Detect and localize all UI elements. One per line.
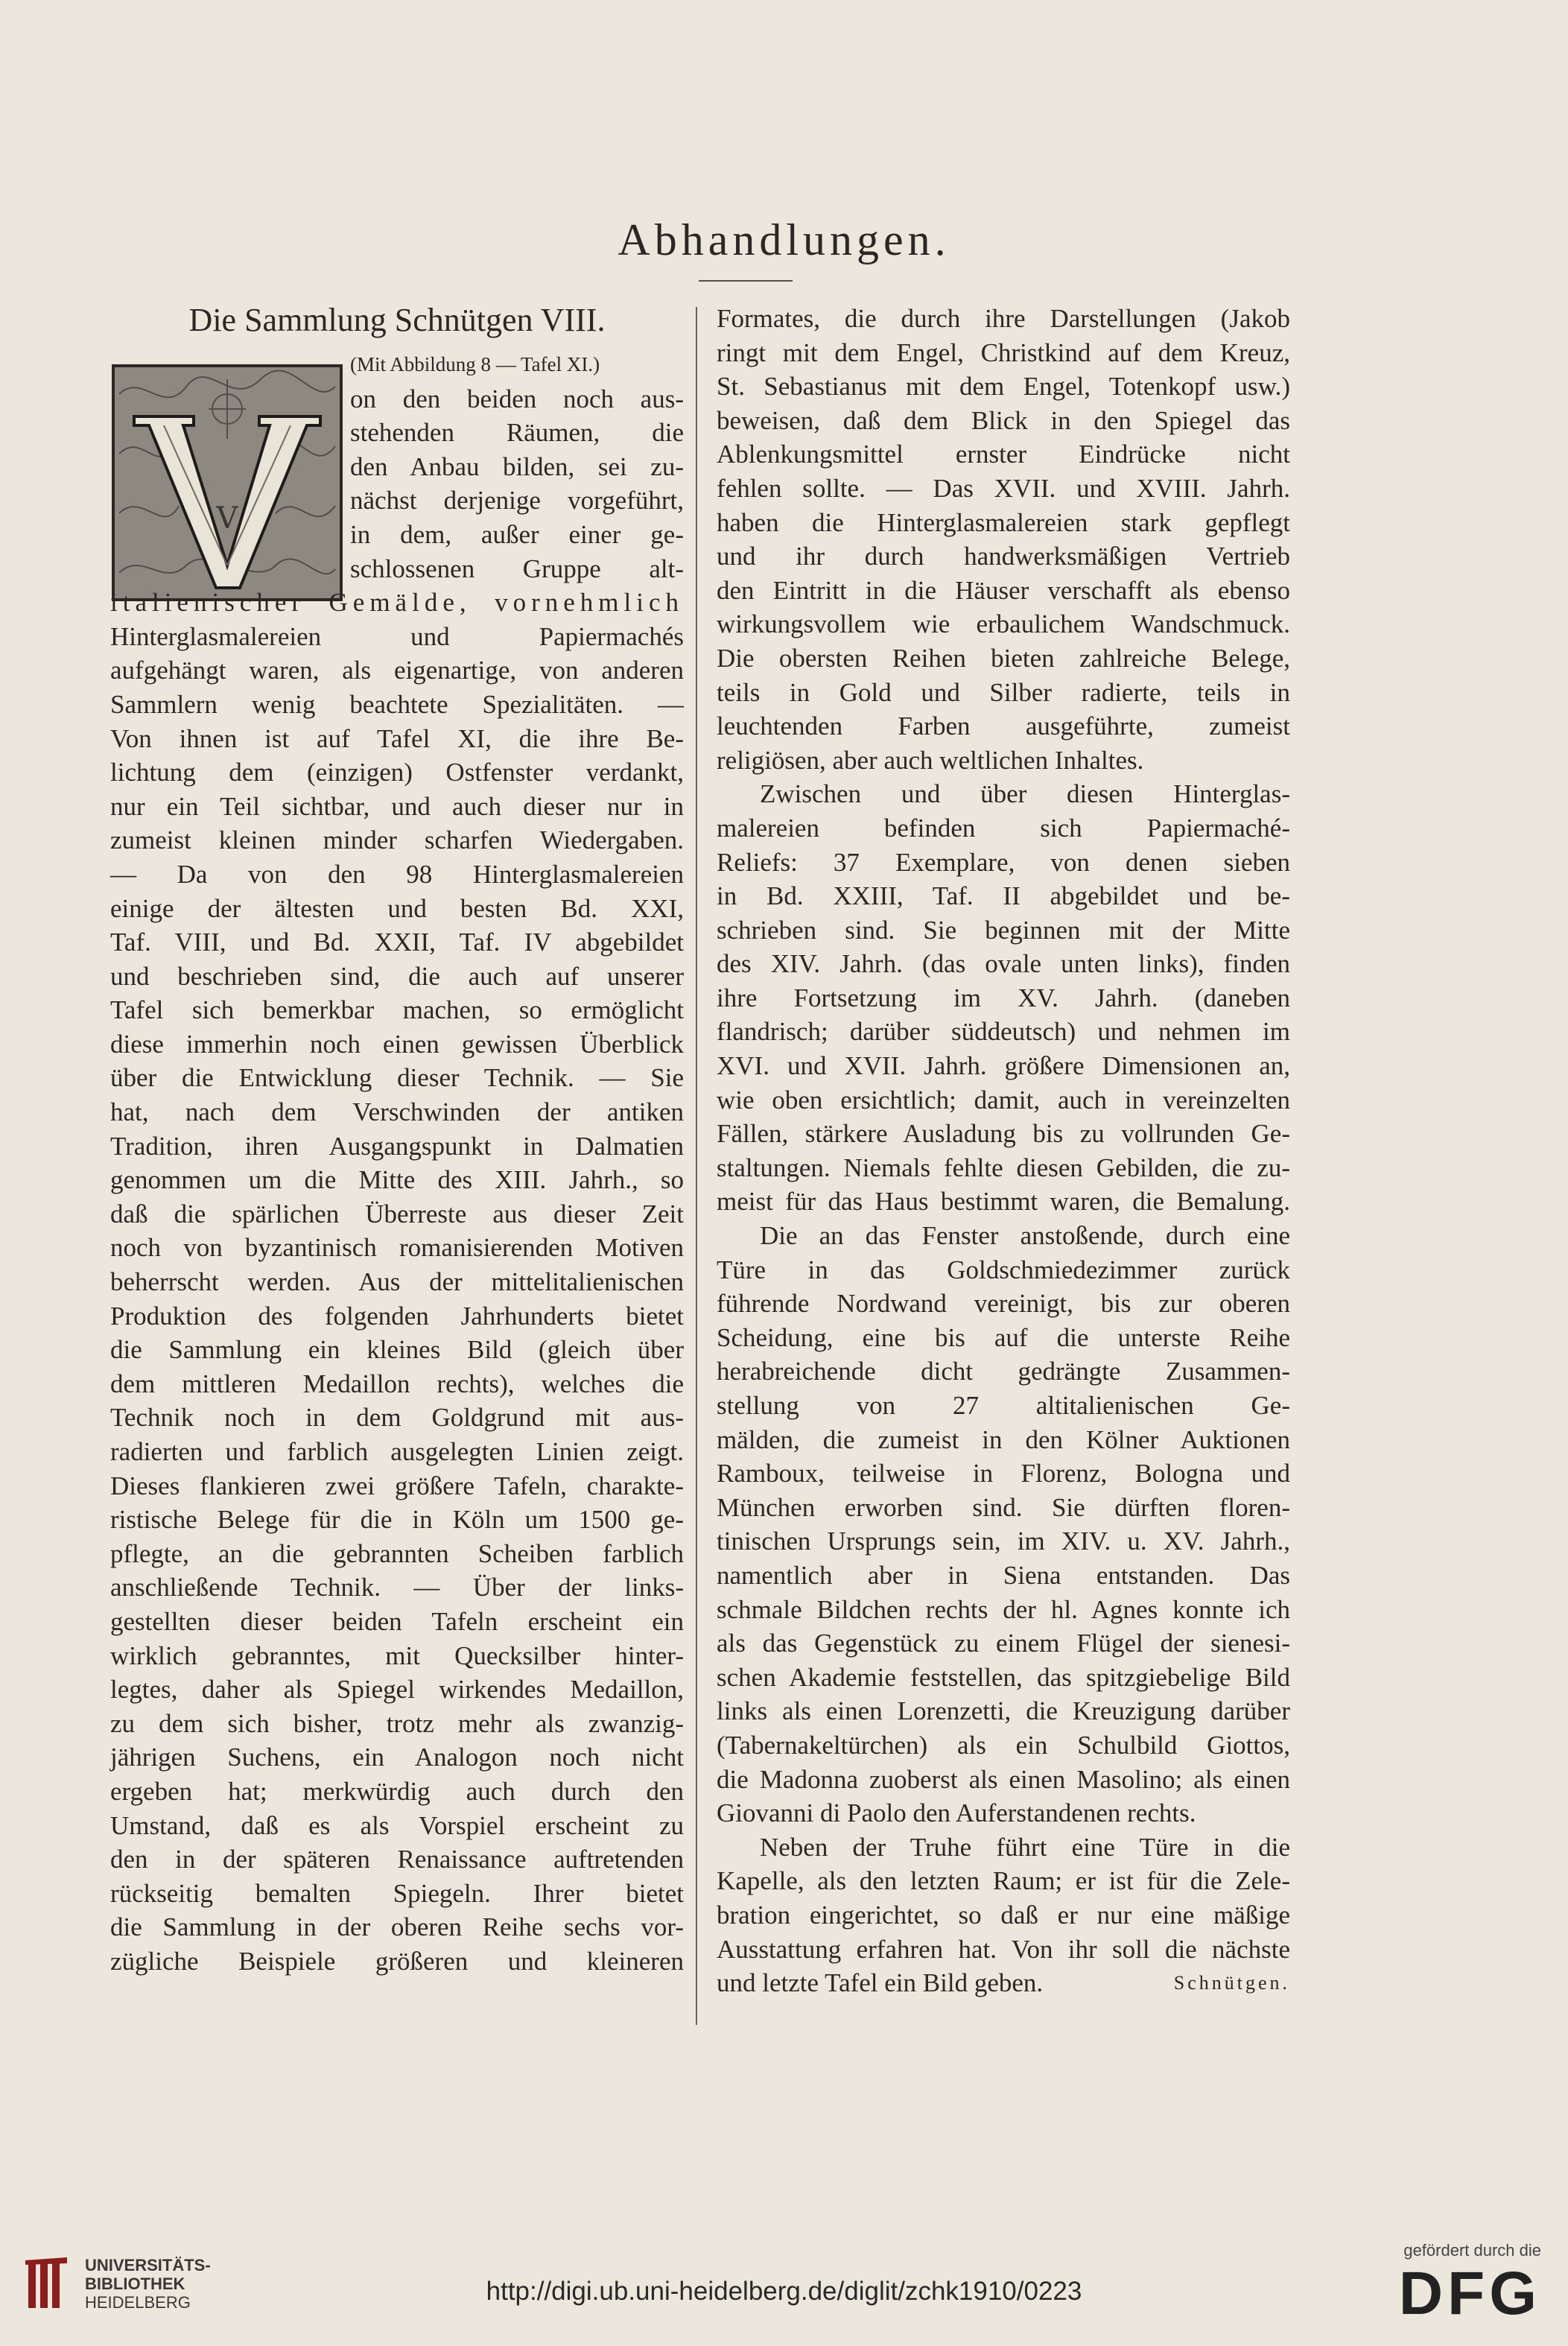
text-line: Türe in das Goldschmiedezimmer zurück bbox=[717, 1255, 1290, 1284]
text-line: bration eingerichtet, so daß er nur eine mäßige bbox=[717, 1900, 1290, 1930]
text-line: beweisen, daß dem Blick in den Spiegel das bbox=[717, 405, 1290, 435]
text-line: fehlen sollte. — Das XVII. und XVIII. Jahrh. bbox=[717, 473, 1290, 503]
text-line: XVI. und XVII. Jahrh. größere Dimensionen an, bbox=[717, 1051, 1290, 1081]
text-line: schen Akademie feststellen, das spitzgiebelige Bild bbox=[717, 1662, 1290, 1692]
text-line: Ablenkungsmittel ernster Eindrücke nicht bbox=[717, 440, 1290, 469]
text-line: leuchtenden Farben ausgeführte, zumeist bbox=[717, 711, 1290, 741]
left-column bbox=[110, 302, 684, 1979]
text-line: als das Gegenstück zu einem Flügel der sienesi- bbox=[717, 1629, 1290, 1658]
text-line: Taf. VIII, und Bd. XXII, Taf. IV abgebildet bbox=[110, 928, 684, 957]
text-line: Die obersten Reihen bieten zahlreiche Belege, bbox=[717, 643, 1290, 673]
footer bbox=[0, 2228, 1568, 2346]
text-line: noch von byzantinisch romanisierenden Motiven bbox=[110, 1233, 684, 1263]
text-line: pflegte, an die gebrannten Scheiben farblich bbox=[110, 1538, 684, 1568]
text-line: Neben der Truhe führt eine Türe in die bbox=[760, 1832, 1290, 1862]
text-line: führende Nordwand vereinigt, bis zur oberen bbox=[717, 1289, 1290, 1319]
right-column bbox=[717, 302, 1290, 2000]
text-line: Hinterglasmalereien und Papiermachés bbox=[110, 621, 684, 651]
text-line: Kapelle, als den letzten Raum; er ist für die Zele- bbox=[717, 1866, 1290, 1896]
text-line: haben die Hinterglasmalereien stark gepflegt bbox=[717, 507, 1290, 537]
text-line: dem mittleren Medaillon rechts), welches die bbox=[110, 1369, 684, 1398]
text-line: stellung von 27 altitalienischen Ge- bbox=[717, 1391, 1290, 1420]
text-line: den Anbau bilden, sei zu- bbox=[350, 451, 684, 481]
text-line: Tafel sich bemerkbar machen, so ermöglicht bbox=[110, 995, 684, 1025]
article-title: Die Sammlung Schnütgen VIII. bbox=[188, 302, 606, 338]
text-line: den in der späteren Renaissance auftretenden bbox=[110, 1845, 684, 1874]
text-line: flandrisch; darüber süddeutsch) und nehmen im bbox=[717, 1017, 1290, 1047]
text-line: schrieben sind. Sie beginnen mit der Mitte bbox=[717, 915, 1290, 945]
text-line: zumeist kleinen minder scharfen Wiedergaben. bbox=[110, 825, 684, 855]
text-line: on den beiden noch aus- bbox=[350, 384, 684, 413]
text-line: Von ihnen ist auf Tafel XI, die ihre Be- bbox=[110, 723, 684, 753]
text-line: nur ein Teil sichtbar, und auch dieser nur in bbox=[110, 791, 684, 821]
text-line: Giovanni di Paolo den Auferstandenen rechts. bbox=[717, 1798, 1196, 1828]
text-line: Fällen, stärkere Ausladung bis zu vollrunden Ge- bbox=[717, 1119, 1290, 1149]
text-line: Dieses flankieren zwei größere Tafeln, charakte- bbox=[110, 1471, 684, 1500]
text-line: die Sammlung in der oberen Reihe sechs vor- bbox=[110, 1912, 684, 1942]
library-name-line-2: BIBLIOTHEK bbox=[85, 2274, 185, 2293]
text-line: radierten und farblich ausgelegten Linien zeigt. bbox=[110, 1437, 684, 1466]
text-line: hat, nach dem Verschwinden der antiken bbox=[110, 1097, 684, 1127]
text-line: lichtung dem (einzigen) Ostfenster verdankt, bbox=[110, 758, 684, 787]
text-line: rückseitig bemalten Spiegeln. Ihrer bietet bbox=[110, 1878, 684, 1908]
funder-logo[interactable] bbox=[1370, 2241, 1541, 2338]
text-line: schmale Bildchen rechts der hl. Agnes konnte ich bbox=[717, 1594, 1290, 1624]
text-line: Produktion des folgenden Jahrhunderts bietet bbox=[110, 1301, 684, 1331]
text-line: nächst derjenige vorgeführt, bbox=[350, 486, 684, 516]
text-line: herabreichende dicht gedrängte Zusammen- bbox=[717, 1357, 1290, 1386]
text-line: Ramboux, teilweise in Florenz, Bologna und bbox=[717, 1459, 1290, 1489]
title-rule bbox=[699, 280, 793, 282]
text-line: wie oben ersichtlich; damit, auch in vereinzelten bbox=[717, 1085, 1290, 1115]
text-line: diese immerhin noch einen gewissen Überblick bbox=[110, 1029, 684, 1059]
text-line: malereien befinden sich Papiermaché- bbox=[717, 813, 1290, 843]
column-divider bbox=[696, 307, 697, 2025]
dfg-logo-text: DFG bbox=[1398, 2260, 1541, 2327]
text-line: — Da von den 98 Hinterglasmalereien bbox=[110, 859, 684, 889]
text-line: in dem, außer einer ge- bbox=[350, 519, 684, 549]
text-line: über die Entwicklung dieser Technik. — Sie bbox=[110, 1063, 684, 1093]
text-line: ringt mit dem Engel, Christkind auf dem Kreuz, bbox=[717, 337, 1290, 367]
text-line: gestellten dieser beiden Tafeln erscheint ein bbox=[110, 1606, 684, 1636]
text-line: italienischer Gemälde, vornehmlich bbox=[110, 588, 684, 618]
text-line: ristische Belege für die in Köln um 1500 ge- bbox=[110, 1505, 684, 1535]
text-line: die Madonna zuoberst als einen Masolino; als einen bbox=[717, 1764, 1290, 1794]
text-line: aufgehängt waren, als eigenartige, von anderen bbox=[110, 656, 684, 685]
text-line: Ausstattung erfahren hat. Von ihr soll die nächste bbox=[717, 1934, 1290, 1964]
text-line: beherrscht werden. Aus der mittelitalienischen bbox=[110, 1267, 684, 1297]
text-line: jährigen Suchens, ein Analogon noch nicht bbox=[110, 1743, 684, 1772]
text-line: München erworben sind. Sie dürften floren- bbox=[717, 1492, 1290, 1522]
text-line: des XIV. Jahrh. (das ovale unten links), finden bbox=[717, 949, 1290, 979]
text-line: mälden, die zumeist in den Kölner Auktionen bbox=[717, 1424, 1290, 1454]
author-signature: Schnütgen. bbox=[1173, 1972, 1290, 1994]
text-line: wirkungsvollem wie erbaulichem Wandschmuck. bbox=[717, 609, 1290, 639]
text-line: tinischen Ursprungs sein, im XIV. u. XV. Jahrh., bbox=[717, 1527, 1290, 1556]
article-caption: (Mit Abbildung 8 — Tafel XI.) bbox=[350, 353, 600, 375]
library-name-line-1: UNIVERSITÄTS- bbox=[85, 2256, 211, 2274]
text-line: anschließende Technik. — Über der links- bbox=[110, 1573, 684, 1602]
text-line: daß die spärlichen Überreste aus dieser Zeit bbox=[110, 1199, 684, 1229]
initial-letter-text: V bbox=[216, 501, 238, 536]
text-line: schlossenen Gruppe alt- bbox=[350, 554, 684, 583]
text-line: zu dem sich bisher, trotz mehr als zwanzig- bbox=[110, 1708, 684, 1738]
text-line: die Sammlung ein kleines Bild (gleich über bbox=[110, 1335, 684, 1365]
text-line: Sammlern wenig beachtete Spezialitäten. — bbox=[110, 689, 684, 719]
text-line: meist für das Haus bestimmt waren, die Bemalung. bbox=[717, 1187, 1290, 1217]
text-line: einige der ältesten und besten Bd. XXI, bbox=[110, 893, 684, 923]
text-line: Reliefs: 37 Exemplare, von denen sieben bbox=[717, 847, 1290, 877]
text-line: teils in Gold und Silber radierte, teils in bbox=[717, 677, 1290, 707]
text-line: genommen um die Mitte des XIII. Jahrh., so bbox=[110, 1165, 684, 1195]
source-url[interactable]: http://digi.ub.uni-heidelberg.de/diglit/zchk1910/0223 bbox=[486, 2277, 1082, 2306]
text-line: links als einen Lorenzetti, die Kreuzigung darüber bbox=[717, 1696, 1290, 1726]
text-line: stehenden Räumen, die bbox=[350, 418, 684, 448]
text-line: und ihr durch handwerksmäßigen Vertrieb bbox=[717, 542, 1290, 571]
text-line: Umstand, daß es als Vorspiel erscheint zu bbox=[110, 1810, 684, 1840]
text-line: Technik noch in dem Goldgrund mit aus- bbox=[110, 1403, 684, 1433]
text-line: wirklich gebranntes, mit Quecksilber hinter- bbox=[110, 1640, 684, 1670]
text-line: ergeben hat; merkwürdig auch durch den bbox=[110, 1776, 684, 1806]
text-line: St. Sebastianus mit dem Engel, Totenkopf usw.) bbox=[717, 372, 1290, 402]
text-line: in Bd. XXIII, Taf. II abgebildet und be- bbox=[717, 881, 1290, 911]
page-title: Abhandlungen. bbox=[618, 215, 950, 264]
text-line: Tradition, ihren Ausgangspunkt in Dalmatien bbox=[110, 1131, 684, 1161]
text-line: und beschrieben sind, die auch auf unserer bbox=[110, 961, 684, 991]
text-line: religiösen, aber auch weltlichen Inhaltes. bbox=[717, 745, 1144, 775]
text-line: Scheidung, eine bis auf die unterste Reihe bbox=[717, 1322, 1290, 1352]
text-line: staltungen. Niemals fehlte diesen Gebilden, die zu- bbox=[717, 1153, 1290, 1182]
text-line: namentlich aber in Siena entstanden. Das bbox=[717, 1560, 1290, 1590]
text-line: ihre Fortsetzung im XV. Jahrh. (daneben bbox=[717, 983, 1290, 1012]
text-line: (Tabernakeltürchen) als ein Schulbild Giottos, bbox=[717, 1730, 1290, 1760]
library-name-line-3: HEIDELBERG bbox=[85, 2293, 191, 2312]
text-line-end: und letzte Tafel ein Bild geben. bbox=[717, 1968, 1044, 1998]
text-line: Formates, die durch ihre Darstellungen (Jakob bbox=[717, 304, 1290, 333]
text-line: zügliche Beispiele größeren und kleineren bbox=[110, 1946, 684, 1976]
text-line: legtes, daher als Spiegel wirkendes Medaillon, bbox=[110, 1675, 684, 1705]
text-line: den Eintritt in die Häuser verschafft als ebenso bbox=[717, 575, 1290, 605]
funder-caption: gefördert durch die bbox=[1403, 2241, 1541, 2260]
text-line: Zwischen und über diesen Hinterglas- bbox=[760, 779, 1290, 809]
text-line: Die an das Fenster anstoßende, durch eine bbox=[760, 1221, 1290, 1251]
text-line-final bbox=[717, 1966, 1290, 2000]
